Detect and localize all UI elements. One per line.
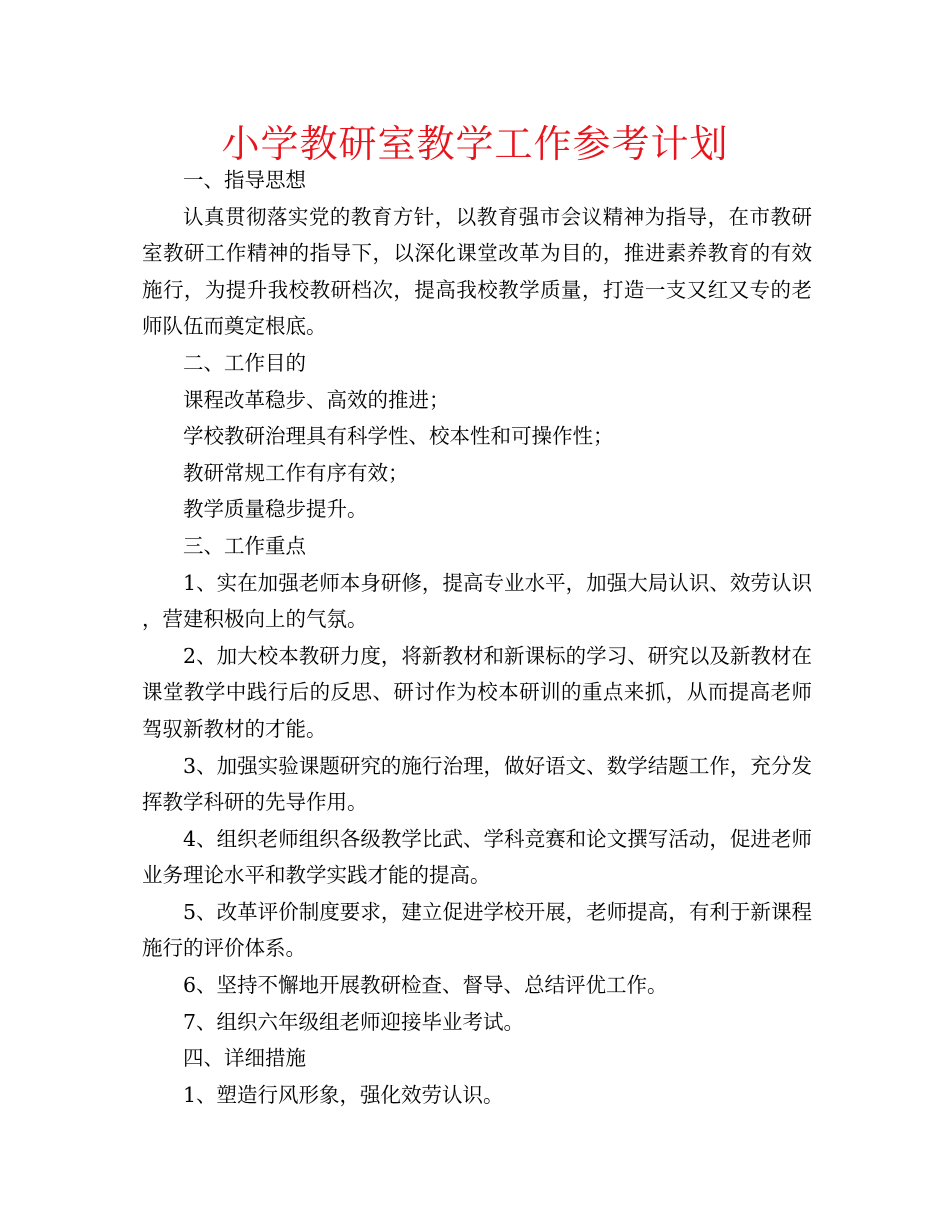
document-title: 小学教研室教学工作参考计划 xyxy=(221,122,729,166)
goal-item: 学校教研治理具有科学性、校本性和可操作性； xyxy=(183,424,614,449)
heading-detailed-measures: 四、详细措施 xyxy=(183,1046,306,1071)
focus-item: 1、实在加强老师本身研修，提高专业水平，加强大局认识、效劳认识，营建积极向上的气氛。 xyxy=(142,570,812,632)
heading-work-focus: 三、工作重点 xyxy=(183,533,306,558)
goal-item: 课程改革稳步、高效的推进； xyxy=(183,387,450,412)
goal-item: 教研常规工作有序有效； xyxy=(183,460,409,485)
focus-item: 2、加大校本教研力度，将新教材和新课标的学习、研究以及新教材在课堂教学中践行后的反思、研讨作为校本研训的重点来抓，从而提高老师驾驭新教材的才能。 xyxy=(142,643,812,741)
focus-item: 5、改革评价制度要求，建立促进学校开展，老师提高，有利于新课程施行的评价体系。 xyxy=(142,899,812,961)
measure-item: 1、塑造行风形象，强化效劳认识。 xyxy=(183,1082,504,1107)
focus-item: 6、坚持不懈地开展教研检查、督导、总结评优工作。 xyxy=(183,973,668,998)
paragraph-guiding-thought: 认真贯彻落实党的教育方针，以教育强市会议精神为指导，在市教研室教研工作精神的指导下，以深化课堂改革为目的，推进素养教育的有效施行，为提升我校教研档次，提高我校教学质量，打造一支又红又专的老师队伍而奠定根底。 xyxy=(142,204,812,339)
document-body xyxy=(142,162,812,1113)
heading-guiding-thought: 一、指导思想 xyxy=(183,168,306,192)
goal-item: 教学质量稳步提升。 xyxy=(183,497,368,522)
focus-item: 4、组织老师组织各级教学比武、学科竞赛和论文撰写活动，促进老师业务理论水平和教学实践才能的提高。 xyxy=(142,826,812,888)
heading-work-goals: 二、工作目的 xyxy=(183,350,306,375)
focus-item: 7、组织六年级组老师迎接毕业考试。 xyxy=(183,1009,525,1034)
focus-item: 3、加强实验课题研究的施行治理，做好语文、数学结题工作，充分发挥教学科研的先导作用。 xyxy=(142,753,812,815)
